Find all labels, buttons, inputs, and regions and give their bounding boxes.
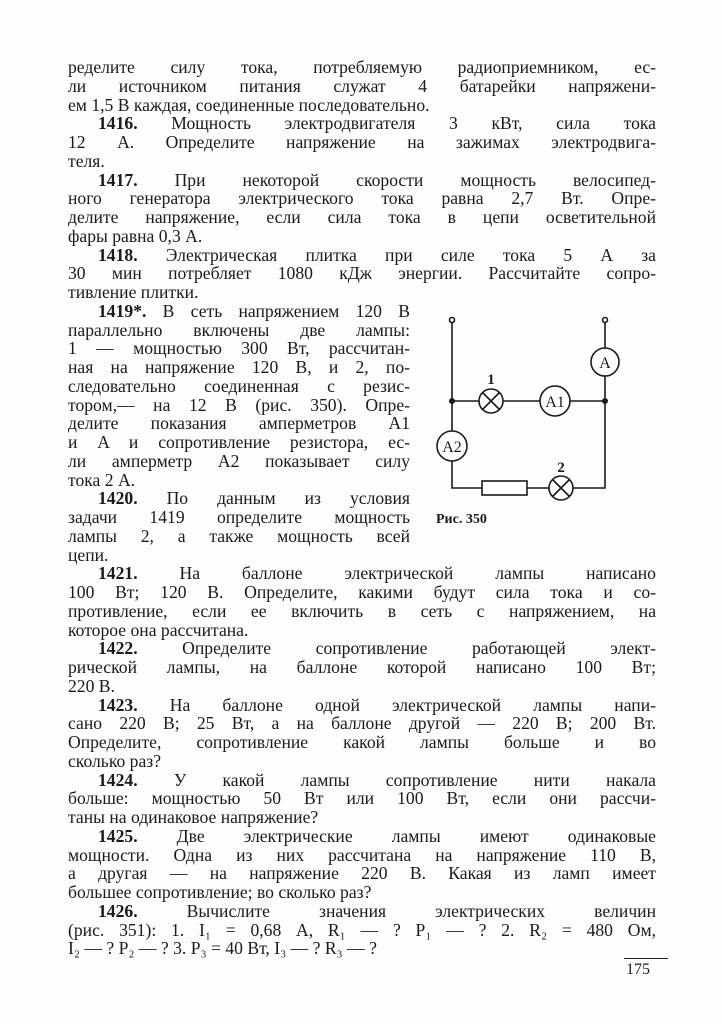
lamp-2 <box>549 476 573 500</box>
text-line <box>68 302 410 321</box>
text-line <box>68 452 410 471</box>
line-text: задачи 1419 определите мощность <box>68 507 410 527</box>
line-text: большее сопротивление; во сколько раз? <box>68 882 372 902</box>
text-line <box>68 827 656 846</box>
line-text: таны на одинаковое напряжение? <box>68 807 319 827</box>
text-line <box>68 58 656 77</box>
text-line <box>68 471 410 490</box>
figure-caption: Рис. 350 <box>436 512 487 527</box>
problem-1422 <box>68 639 656 695</box>
problem-number: 1422. <box>98 638 138 659</box>
text-line <box>68 658 656 677</box>
line-text: и A и сопротивление резистора, ес- <box>68 432 410 452</box>
line-text: В сеть напряжением 120 В <box>162 300 410 321</box>
problem-number: 1426. <box>98 900 138 921</box>
text-line <box>68 602 656 621</box>
line-text: У какой лампы сопротивление нити накала <box>173 769 656 790</box>
problem-number: 1420. <box>98 488 138 509</box>
ammeter-a <box>591 348 619 376</box>
line-text: Определите сопротивление работающей элект- <box>182 638 656 659</box>
ammeter-a1 <box>540 386 570 416</box>
line-text: больше: мощностью 50 Вт или 100 Вт, если они рассчи- <box>68 788 656 809</box>
text-line <box>68 621 656 640</box>
line-text: мощности. Одна из них рассчитана на напряжение 110 В, <box>68 844 656 865</box>
lamp-2-label: 2 <box>557 460 565 476</box>
line-text: а другая — на напряжение 220 В. Какая из ламп имеет <box>68 863 656 884</box>
line-text: На баллоне электрической лампы написано <box>179 563 656 584</box>
problem-1424 <box>68 771 656 827</box>
terminal-left <box>450 318 455 323</box>
problem-1417 <box>68 171 656 246</box>
junction-left <box>450 399 454 403</box>
text-line <box>68 489 410 508</box>
line-text: ная на напряжение 120 В, и 2, по- <box>68 357 410 377</box>
text-line <box>68 527 410 546</box>
line-text: которое она рассчитана. <box>68 619 249 640</box>
line-text: I₂ — ? P₂ — ? 3. P₃ = 40 Вт, I₃ — ? R₃ — ? <box>68 938 377 959</box>
text-line <box>68 808 656 827</box>
problem-1423 <box>68 696 656 771</box>
line-text: 100 Вт; 120 В. Определите, какими будут сила тока и со- <box>68 582 656 602</box>
junction-right <box>603 399 607 403</box>
text-line <box>68 771 656 790</box>
line-text: ем 1,5 В каждая, соединенные последовательно. <box>68 94 430 115</box>
text-line <box>68 377 410 396</box>
text-line <box>68 639 656 658</box>
svg-text:A: A <box>599 355 611 372</box>
problem-1418 <box>68 246 656 302</box>
problem-number: 1419*. <box>98 300 147 321</box>
text-line <box>68 508 410 527</box>
line-text: ли амперметр A2 показывает силу <box>68 450 410 471</box>
text-line <box>68 171 656 190</box>
line-text: (рис. 351): 1. I₁ = 0,68 А, R₁ — ? P₁ — ? 2. R₂ = 480 Ом, <box>68 919 656 940</box>
text-line <box>68 208 656 227</box>
ammeter-a2 <box>437 431 467 461</box>
svg-text:A2: A2 <box>442 439 462 456</box>
line-text: При некоторой скорости мощность велосипед- <box>174 169 656 190</box>
problem-number: 1423. <box>98 694 138 715</box>
line-text: параллельно включены две лампы: <box>68 319 410 340</box>
line-text: ределите силу тока, потребляемую радиоприемником, ес- <box>68 57 656 77</box>
problem-1425 <box>68 827 656 902</box>
text-line <box>68 339 410 358</box>
text-line <box>68 433 410 452</box>
line-text: сано 220 В; 25 Вт, а на баллоне другой — 220 В; 200 Вт. <box>68 713 656 734</box>
terminal-right <box>603 318 608 323</box>
line-text: тока 2 А. <box>68 469 136 490</box>
circuit-diagram-350 <box>420 300 620 510</box>
line-text: Определите, сопротивление какой лампы больше и во <box>68 732 656 752</box>
line-text: фары равна 0,3 А. <box>68 225 203 246</box>
line-text: На баллоне одной электрической лампы напи- <box>169 694 656 715</box>
text-line <box>68 96 656 115</box>
line-text: ли источником питания служат 4 батарейки напряжени- <box>68 75 656 96</box>
text-line <box>68 283 656 302</box>
text-line <box>68 714 656 733</box>
text-line <box>68 77 656 96</box>
resistor <box>482 481 527 495</box>
text-line <box>68 939 656 958</box>
line-text: рической лампы, на баллоне которой написано 100 Вт; <box>68 657 656 677</box>
line-text: тивление плитки. <box>68 282 199 302</box>
problem-1421 <box>68 564 656 639</box>
problem-number: 1421. <box>98 563 138 584</box>
line-text: Мощность электродвигателя 3 кВт, сила тока <box>171 113 656 134</box>
line-text: противление, если ее включить в сеть с напряжением, на <box>68 600 656 621</box>
line-text: сколько раз? <box>68 750 162 771</box>
problem-1416 <box>68 114 656 170</box>
text-line <box>68 564 656 583</box>
text-line <box>68 921 656 940</box>
text-line <box>68 733 656 752</box>
text-line <box>68 246 656 265</box>
text-line <box>68 396 410 415</box>
problem-number: 1416. <box>98 113 138 134</box>
text-line <box>68 864 656 883</box>
lamp-1 <box>479 389 503 413</box>
text-line <box>68 414 410 433</box>
line-text: 12 А. Определите напряжение на зажимах электродвига- <box>68 132 656 152</box>
problem-number: 1418. <box>98 244 138 265</box>
line-text: цепи. <box>68 544 109 565</box>
page-number: 175 <box>624 958 668 979</box>
problem-number: 1425. <box>98 825 138 846</box>
line-text: Две электрические лампы имеют одинаковые <box>176 825 656 846</box>
text-line <box>68 358 410 377</box>
text-line <box>68 902 656 921</box>
problem-continued <box>68 58 656 114</box>
line-text: Вычислите значения электрических величин <box>186 900 656 921</box>
problem-1426 <box>68 902 656 958</box>
line-text: 220 В. <box>68 675 115 696</box>
text-line <box>68 846 656 865</box>
line-text: 30 мин потребляет 1080 кДж энергии. Рассчитайте сопро- <box>68 263 656 284</box>
line-text: следовательно соединенная с резис- <box>68 375 410 396</box>
line-text: тором,— на 12 В (рис. 350). Опре- <box>68 394 410 415</box>
text-line <box>68 696 656 715</box>
text-line <box>68 189 656 208</box>
line-text: Электрическая плитка при силе тока 5 А за <box>165 244 656 265</box>
text-line <box>68 546 410 565</box>
problem-number: 1417. <box>98 169 138 190</box>
lamp-1-label: 1 <box>487 372 495 388</box>
line-text: теля. <box>68 150 105 171</box>
text-line <box>68 114 656 133</box>
text-line <box>68 227 656 246</box>
text-line <box>68 152 656 171</box>
line-text: делите напряжение, если сила тока в цепи осветительной <box>68 207 656 227</box>
line-text: По данным из условия <box>166 488 410 509</box>
text-line <box>68 133 656 152</box>
wires <box>452 323 605 488</box>
problem-number: 1424. <box>98 769 138 790</box>
line-text: делите показания амперметров A1 <box>68 413 410 434</box>
text-line <box>68 789 656 808</box>
text-line <box>68 583 656 602</box>
text-line <box>68 883 656 902</box>
line-text: лампы 2, а также мощность всей <box>68 525 410 546</box>
text-line <box>68 264 656 283</box>
line-text: ного генератора электрического тока равна 2,7 Вт. Опре- <box>68 188 656 209</box>
svg-text:A1: A1 <box>545 394 565 411</box>
text-line <box>68 752 656 771</box>
text-line <box>68 677 656 696</box>
text-line <box>68 321 410 340</box>
line-text: 1 — мощностью 300 Вт, рассчитан- <box>68 338 410 359</box>
